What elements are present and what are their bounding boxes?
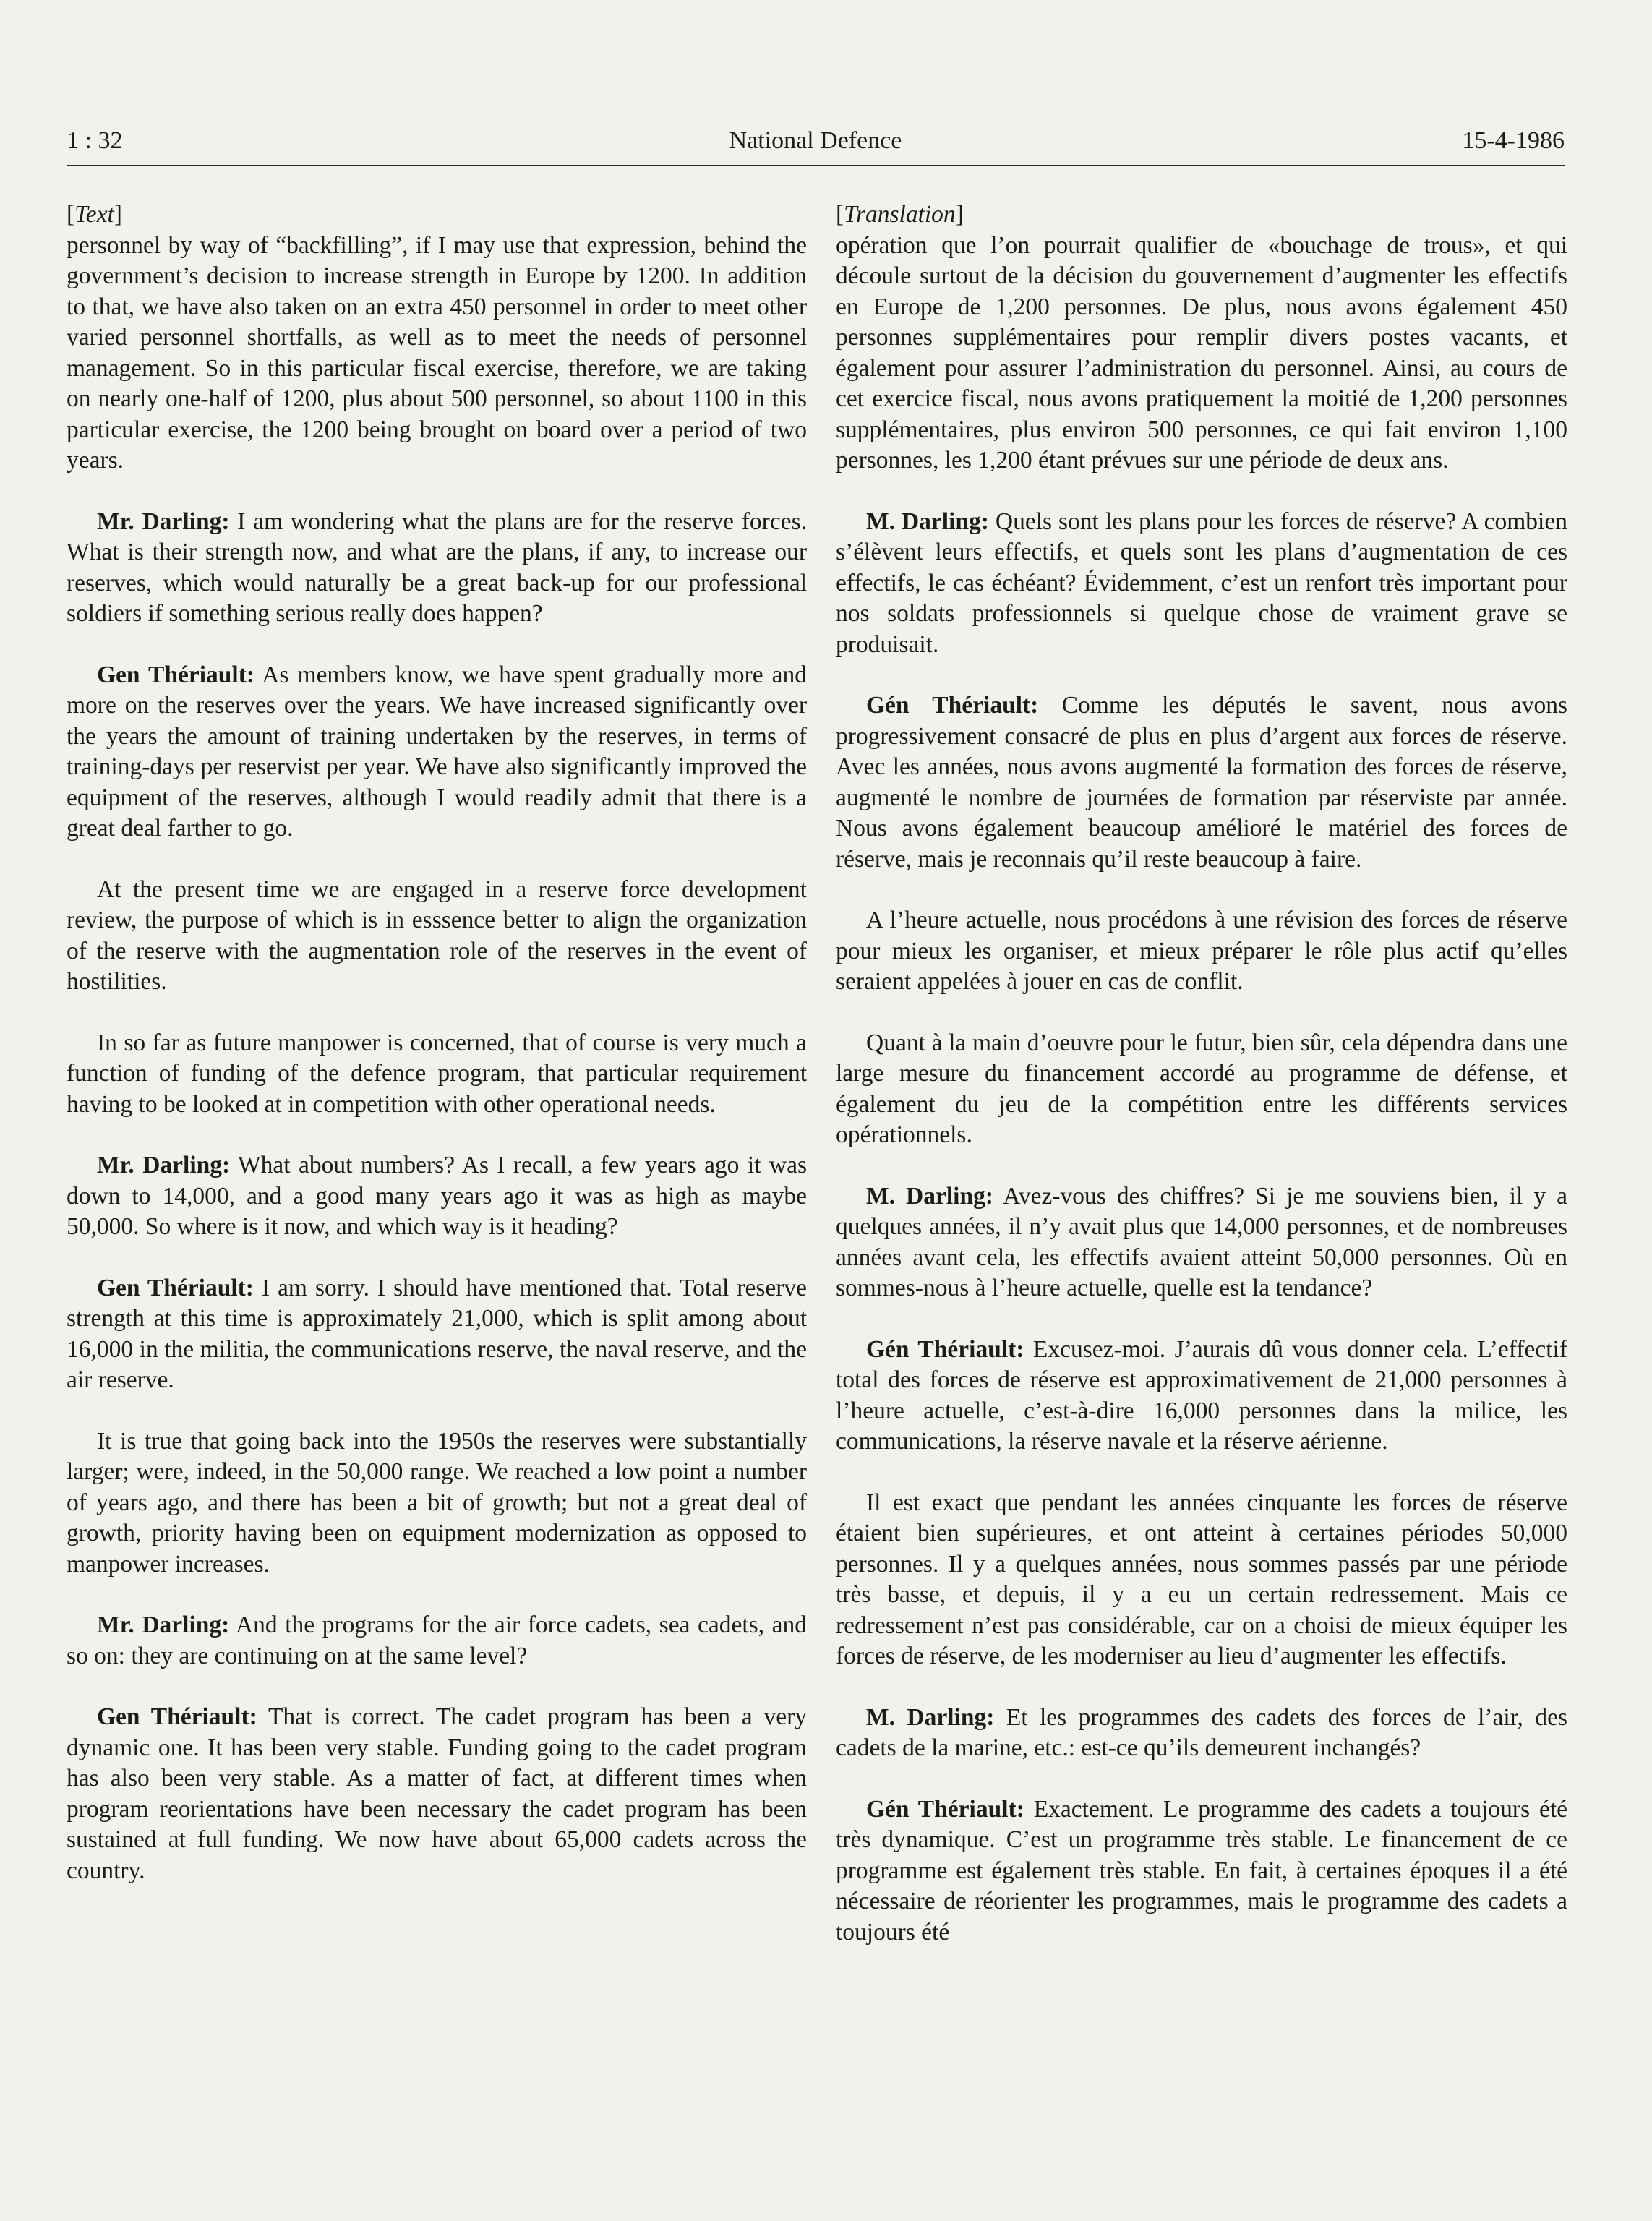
paragraph [836, 905, 1567, 998]
paragraph-text: Et les programmes des cadets des forces de l’air, des cadets de la marine, etc.: est-ce qu’ils demeurent inchangés? [836, 1703, 1567, 1761]
speaker-name: Gen Thériault: [97, 661, 255, 688]
paragraph-text: Exactement. Le programme des cadets a toujours été très dynamique. C’est un programme très stable. Le financement de ce programme est également très stable. En fait, à certaines époques il a été nécessaire de réorienter les programmes, mais le programme des cadets a toujours été [836, 1795, 1568, 1946]
speaker-name: Gén Thériault: [866, 692, 1039, 719]
paragraph [836, 1335, 1567, 1458]
paragraph-text: That is correct. The cadet program has been a very dynamic one. It has been very stable. Funding going to the cadet program has also been very stable. As a matter of fact, at different times when program reorientations have been necessary the cadet program has been sustained at full funding. We now have about 65,000 cadets across the country. [67, 1703, 807, 1884]
french-column [836, 200, 1567, 1978]
paragraph [67, 1028, 807, 1121]
paragraph-text: opération que l’on pourrait qualifier de «bouchage de trous», et qui découle surtout de la décision du gouvernement d’augmenter les effectifs en Europe de 1,200 personnes. De plus, nous avons également 450 personnes supplémentaires pour remplir divers postes vacants, et également pour assurer l’administration du personnel. Ainsi, au cours de cet exercice fiscal, nous avons pratiquement la moitié de 1,200 personnes supplémentaires, plus environ 500 personnes, ce qui fait environ 1,100 personnes, les 1,200 étant prévues sur une période de deux ans. [836, 231, 1567, 474]
paragraph-text: At the present time we are engaged in a reserve force development review, the purpose of which is in esssence better to align the organization of the reserve with the augmentation role of the reserves in the event of hostilities. [67, 876, 807, 995]
language-tag-text: Text [74, 201, 114, 228]
speaker-name: Gén Thériault: [866, 1335, 1024, 1363]
speaker-name: M. Darling: [866, 1182, 993, 1210]
paragraph [67, 1610, 807, 1672]
english-paragraphs [67, 231, 807, 1887]
paragraph [67, 1150, 807, 1243]
paragraph-text: Quant à la main d’oeuvre pour le futur, bien sûr, cela dépendra dans une large mesure du financement accordé au programme de défense, et également du jeu de la compétition entre les différents services opérationnels. [836, 1029, 1567, 1148]
language-tag: [Text] [67, 201, 122, 228]
page-date: 15-4-1986 [1462, 127, 1565, 154]
paragraph [836, 231, 1567, 476]
paragraph-text: It is true that going back into the 1950s the reserves were substantially larger; were, indeed, in the 50,000 range. We reached a low point a number of years ago, and there has been a bit of growth; but not a great deal of growth, priority having been on equipment modernization as opposed to manpower increases. [67, 1427, 807, 1578]
french-paragraphs [836, 231, 1567, 1948]
paragraph-text: personnel by way of “backfilling”, if I may use that expression, behind the government’s decision to increase strength in Europe by 1200. In addition to that, we have also taken on an extra 450 personnel in order to meet other varied personnel shortfalls, as well as to meet the needs of personnel management. So in this particular fiscal exercise, therefore, we are taking on nearly one-half of 1200, plus about 500 personnel, so about 1100 in this particular exercise, the 1200 being brought on board over a period of two years. [67, 231, 807, 474]
paragraph-text: Comme les députés le savent, nous avons progressivement consacré de plus en plus d’argent aux forces de réserve. Avec les années, nous avons augmenté la formation des forces de réserve, augmenté le nombre de journées de formation par réserviste par année. Nous avons également beaucoup amélioré le matériel des forces de réserve, mais je reconnais qu’il reste beaucoup à faire. [836, 692, 1567, 873]
paragraph-text: As members know, we have spent gradually more and more on the reserves over the years. We have increased significantly over the years the amount of training undertaken by the reserves, in terms of training-days per reservist per year. We have also significantly improved the equipment of the reserves, although I would readily admit that there is a great deal farther to go. [67, 661, 807, 842]
paragraph-text: A l’heure actuelle, nous procédons à une révision des forces de réserve pour mieux les organiser, et mieux préparer le rôle plus actif qu’elles seraient appelées à jouer en cas de conflit. [836, 907, 1567, 995]
paragraph-text: In so far as future manpower is concerned, that of course is very much a function of funding of the defence program, that particular requirement having to be looked at in competition with other operational needs. [67, 1029, 807, 1118]
paragraph-text: Il est exact que pendant les années cinquante les forces de réserve étaient bien supérieures, et ont atteint à certaines périodes 50,000 personnes. Il y a quelques années, nous sommes passés par une période très basse, et depuis, il y a eu un certain redressement. Mais ce redressement n’est pas considérable, car on a choisi de mieux équiper les forces de réserve, de les moderniser au lieu d’augmenter les effectifs. [836, 1489, 1567, 1669]
paragraph [67, 1426, 807, 1580]
paragraph [67, 1273, 807, 1396]
publication-title: National Defence [729, 127, 902, 154]
paragraph-text: Excusez-moi. J’aurais dû vous donner cela. L’effectif total des forces de réserve est approximativement de 21,000 personnes à l’heure actuelle, c’est-à-dire 16,000 personnes dans la milice, les communications, la réserve navale et la réserve aérienne. [836, 1335, 1567, 1455]
english-column [67, 200, 807, 1917]
speaker-name: Gen Thériault: [97, 1274, 254, 1301]
speaker-name: Mr. Darling: [97, 1612, 230, 1638]
paragraph [67, 507, 807, 630]
language-tag-text: Translation [844, 201, 956, 228]
paragraph-text: And the programs for the air force cadets, sea cadets, and so on: they are continuing on at the same level? [67, 1612, 807, 1669]
speaker-name: Gén Thériault: [866, 1795, 1024, 1823]
paragraph [67, 875, 807, 998]
paragraph-text: I am wondering what the plans are for the reserve forces. What is their strength now, and what are the plans, if any, to increase our reserves, which would naturally be a great back-up for our professional soldiers if something serious really does happen? [67, 508, 807, 627]
speaker-name: Mr. Darling: [97, 508, 230, 535]
paragraph [67, 660, 807, 844]
paragraph [836, 1488, 1567, 1672]
paragraph [836, 1028, 1567, 1151]
paragraph [836, 1181, 1567, 1304]
language-tag: [Translation] [836, 201, 964, 228]
speaker-name: M. Darling: [866, 508, 989, 535]
paragraph [67, 231, 807, 476]
paragraph-text: Quels sont les plans pour les forces de réserve? A combien s’élèvent leurs effectifs, et quels sont les plans d’augmentation de ces effectifs, le cas échéant? Évidemment, c’est un renfort très important pour nos soldats professionnels si quelque chose de vraiment grave se produisait. [836, 508, 1567, 658]
paragraph [836, 1794, 1567, 1948]
paragraph-text: What about numbers? As I recall, a few years ago it was down to 14,000, and a good many years ago it was as high as maybe 50,000. So where is it now, and which way is it heading? [67, 1152, 807, 1240]
paragraph-text: I am sorry. I should have mentioned that. Total reserve strength at this time is approximately 21,000, which is split among about 16,000 in the militia, the communications reserve, the naval reserve, and the air reserve. [67, 1274, 807, 1393]
speaker-name: Mr. Darling: [97, 1152, 231, 1178]
paragraph-text: Avez-vous des chiffres? Si je me souviens bien, il y a quelques années, il n’y avait plus que 14,000 personnes, et de nombreuses années avant cela, les effectifs avaient atteint 50,000 personnes. Où en sommes-nous à l’heure actuelle, quelle est la tendance? [836, 1182, 1567, 1301]
page-header [67, 123, 1565, 159]
page-number: 1 : 32 [67, 127, 123, 154]
paragraph [836, 507, 1567, 661]
paragraph [836, 1703, 1567, 1764]
header-rule [67, 165, 1565, 166]
speaker-name: Gen Thériault: [97, 1703, 257, 1730]
paragraph [67, 1702, 807, 1886]
speaker-name: M. Darling: [866, 1703, 995, 1731]
paragraph [836, 690, 1567, 875]
